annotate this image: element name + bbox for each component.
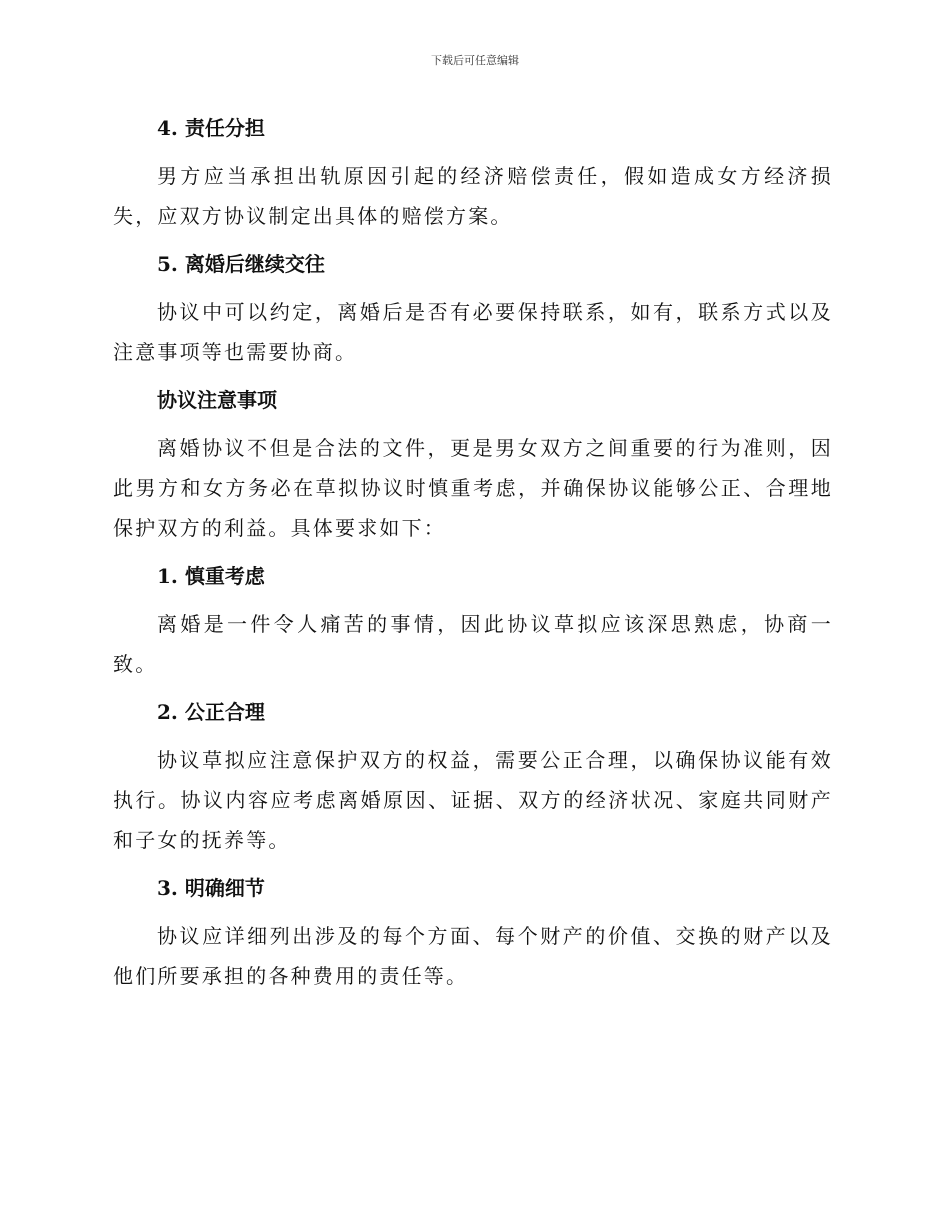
paragraph-agreement-notes: 离婚协议不但是合法的文件，更是男女双方之间重要的行为准则，因此男方和女方务必在草拟协议时慎重考虑，并确保协议能够公正、合理地保护双方的利益。具体要求如下： xyxy=(113,436,833,540)
paragraph-careful-consideration: 离婚是一件令人痛苦的事情，因此协议草拟应该深思熟虑，协商一致。 xyxy=(113,612,833,676)
paragraph-fair-reasonable: 协议草拟应注意保护双方的权益，需要公正合理，以确保协议能有效执行。协议内容应考虑离婚原因、证据、双方的经济状况、家庭共同财产和子女的抚养等。 xyxy=(113,748,833,852)
section-heading-post-divorce-contact: 5. 离婚后继续交往 xyxy=(157,252,325,276)
document-body xyxy=(113,110,833,1006)
paragraph-responsibility: 男方应当承担出轨原因引起的经济赔偿责任，假如造成女方经济损失，应双方协议制定出具体的赔偿方案。 xyxy=(113,164,833,228)
section-heading-careful-consideration: 1. 慎重考虑 xyxy=(157,564,265,588)
section-heading-clear-details: 3. 明确细节 xyxy=(157,876,265,900)
page-header: 下载后可任意编辑 xyxy=(431,54,519,67)
paragraph-clear-details: 协议应详细列出涉及的每个方面、每个财产的价值、交换的财产以及他们所要承担的各种费用的责任等。 xyxy=(113,924,833,988)
section-heading-agreement-notes: 协议注意事项 xyxy=(157,388,277,412)
section-heading-responsibility: 4. 责任分担 xyxy=(157,116,265,140)
paragraph-post-divorce-contact: 协议中可以约定，离婚后是否有必要保持联系，如有，联系方式以及注意事项等也需要协商。 xyxy=(113,300,833,364)
section-heading-fair-reasonable: 2. 公正合理 xyxy=(157,700,265,724)
